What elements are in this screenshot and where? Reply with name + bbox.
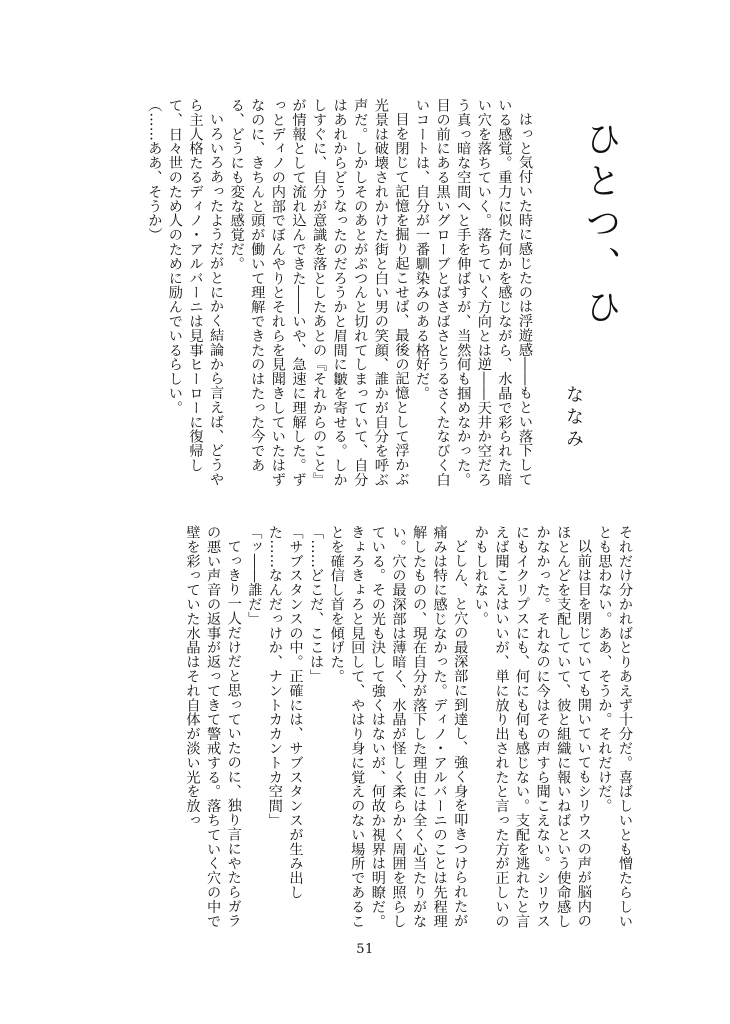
author-name: ななみ [563,385,584,451]
paragraph: どしん、と穴の最深部に到達し、強く身を叩きつけられたが痛みは特に感じなかった。ディノ・アルバーニのことは先程理解したものの、現在自分が落下した理由には全く心当たりがない。穴の最深部は薄暗く、水晶が怪しく柔らかく周囲を照らしている。その光も決して強くはないが、何故か視界は明瞭だ。きょろきょろと見回して、やはり身に覚えのない場所であることを確信し首を傾げた。 [328,525,469,929]
page-number: 51 [356,942,374,957]
story-title: ひとつ、ひ [580,120,621,330]
dialogue-line: 「ッ――誰だ」 [246,525,263,626]
bottom-text-section [80,525,635,935]
paragraph: てっきり一人だけだと思っていたのに、独り言にやたらガラの悪い声音の返事が返ってきて警戒する。落ちていく穴の中で壁を彩っていた水晶はそれ自体が淡い光を放っ [184,525,242,929]
paragraph: 目を閉じて記憶を掘り起こせば、最後の記憶として浮かぶ光景は破壊されかけた街と白い男の笑顔、誰かが自分を呼ぶ声だ。しかしそのあとがぷつんと切れてしまっていて、自分はあれからどうなったのだろうかと眉間に皺を寄せる。しかしすぐに、自分が意識を落としたあとの『それからのこと』が情報として流れ込んできた――いや、急速に理解した。ずっとディノの内部でぼんやりとそれらを見聞きしていたはずなのに、きちんと頭が働いて理解できたのはたった今である、どうにも変な感覚だ。 [228,98,410,487]
dialogue-line: 「サブスタンスの中。正確には、サブスタンスが生み出した……なんだっけか、ナントカカントカ空間」 [266,525,304,900]
paragraph: はっと気付いた時に感じたのは浮遊感――もとい落下している感覚。重力に似た何かを感じながら、水晶で彩られた暗い穴を落ちていく。落ちていく方向とは逆――天井か空だろう真っ暗な空間へと手を伸ばすが、当然何も掴めなかった。目の前にある黒いグローブとばさばさとうるさくたなびく白いコートは、自分が一番馴染みのある格好だ。 [414,98,533,487]
top-text-section [80,98,535,488]
paragraph: いろいろあったようだがとにかく結論から言えば、どうやら主人格たるディノ・アルバーニは見事ヒーローに復帰して、日々世のため人のために励んでいるらしい。 [166,98,225,487]
paragraph: （……ああ、そうか） [146,98,163,242]
paragraph: 以前は目を閉じていても開いていてもシリウスの声が脳内のほとんどを支配していて、彼と組織に報いねばという使命感しかなかった。それなのに今はその声すら聞こえない。シリウスにもイクリプスにも、何にも何も感じない。支配を逃れたと言えば聞こえはいいが、単に放り出されたと言った方が正しいのかもしれない。 [472,525,592,929]
paragraph: それだけ分かればとりあえず十分だ。喜ばしいとも憎たらしいとも思わない。ああ、そうか。それだけだ。 [596,525,633,929]
dialogue-line: 「……どこだ、ここは」 [308,525,325,684]
